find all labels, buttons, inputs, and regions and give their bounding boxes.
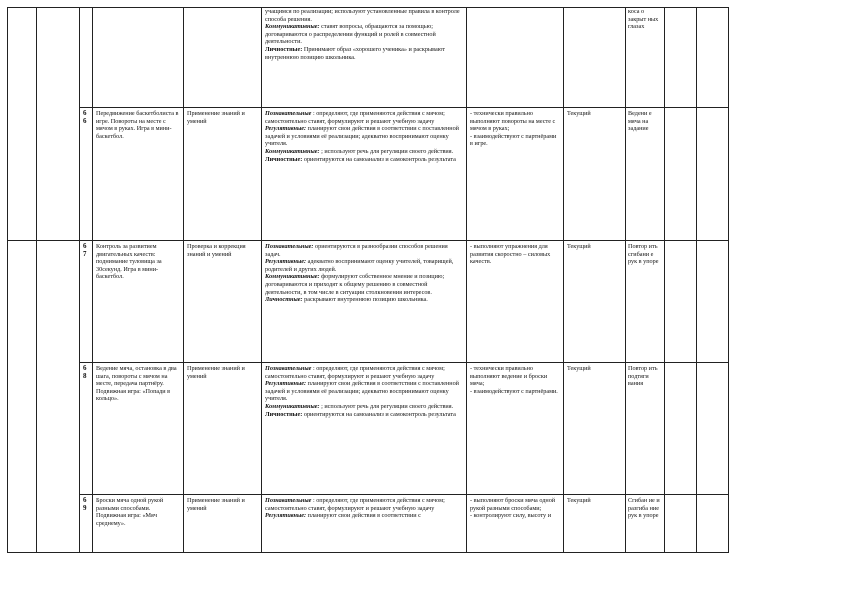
uud-label: Личностные:	[265, 155, 303, 163]
uud-label: Регулятивные:	[265, 258, 307, 266]
uud-label: Познавательные	[265, 497, 312, 504]
topic-cell: Броски мяча одной рукой разными способами. Подвижная игра: «Мяч среднему».	[96, 497, 164, 527]
uud-text: Принимают образ «хорошего ученика» и раскрывают внутреннюю позицию школьника.	[265, 45, 446, 61]
uud-text: планируют свои действия в соответствии с поставленной задачей и условиями её реализации; адекватно воспринимают оценку учителя.	[265, 125, 459, 148]
lesson-number: 6 9	[83, 497, 87, 512]
homework-cell: коса о закрыт ных глазах	[628, 8, 659, 31]
control-cell: Текущий	[567, 110, 591, 117]
uud-text: планируют свои действия в соответствии с поставленной задачей и условиями её реализации; адекватно воспринимают оценку учителя.	[265, 380, 459, 403]
uud-text: формулируют собственное мнение и позицию; договариваются и приходят к общему решению в совместной деятельности, в том числе в ситуации столкновения интересов.	[265, 273, 445, 296]
grid-line	[261, 7, 262, 552]
uud-label: Познавательные:	[265, 243, 314, 250]
grid-line	[183, 7, 184, 552]
grid-line	[563, 7, 564, 552]
topic-cell: Ведение мяча, остановка в два шага, повороты с мячом на месте, передача партнёру. Подвижная игра: «Попади в кольцо».	[96, 365, 177, 403]
uud-text: ; используют речь для регуляции своего действия.	[321, 402, 454, 410]
uud-label: Познавательные	[265, 365, 312, 372]
uud-text: учащимся по реализации; используют установленные правила в контроле способа решения.	[265, 8, 460, 23]
grid-line	[625, 7, 626, 552]
subject-results-cell: - выполняют упражнения для развития скоростно – силовых качеств.	[470, 243, 551, 266]
grid-line	[92, 7, 93, 552]
uud-text: ориентируются на самоанализ и самоконтроль результата	[303, 410, 456, 418]
uud-label: Личностные:	[265, 296, 303, 304]
grid-line	[7, 7, 8, 552]
uud-label: Личностные:	[265, 45, 303, 53]
uud-text: : определяют, где применяются действия с мячом; самостоятельно ставят, формулируют и решают учебную задачу	[265, 497, 445, 512]
topic-cell: Передвижение баскетболиста в игре. Повороты на месте с мячом в руках. Игра в мини-баскетбол.	[96, 110, 179, 140]
uud-text: адекватно воспринимают оценку учителей, товарищей, родителей и других людей.	[265, 258, 454, 273]
uud-text: ориентируются на самоанализ и самоконтроль результата	[303, 155, 456, 163]
grid-line	[728, 7, 729, 552]
lesson-number: 6 7	[83, 243, 87, 258]
lesson-number: 6 6	[83, 110, 87, 125]
uud-label: Коммуникативные:	[265, 273, 320, 281]
uud-text: планируют свои действия в соответствии с	[307, 512, 421, 520]
grid-line	[466, 7, 467, 552]
uud-label: Коммуникативные:	[265, 23, 320, 31]
homework-cell: Повтор ить сгибани е рук в упоре	[628, 243, 659, 266]
lesson-type-cell: Применение знаний и умений	[187, 365, 245, 380]
uud-cell	[265, 497, 463, 551]
lesson-type-cell: Применение знаний и умений	[187, 110, 245, 125]
uud-text: : определяют, где применяются действия с мячом; самостоятельно ставят, формулируют и решают учебную задачу	[265, 110, 445, 125]
uud-text: : определяют, где применяются действия с мячом; самостоятельно ставят, формулируют и решают учебную задачу	[265, 365, 445, 380]
lesson-type-cell: Проверка и коррекция знаний и умений	[187, 243, 246, 258]
uud-text: ; используют речь для регуляции своего действия.	[321, 147, 454, 155]
grid-line	[696, 7, 697, 552]
topic-cell: Контроль за развитием двигательных качеств: поднимание туловища за 30секунд. Игра в мини-баскетбол.	[96, 243, 162, 281]
uud-text: раскрывают внутреннюю позицию школьника.	[304, 296, 428, 304]
control-cell: Текущий	[567, 365, 591, 372]
lesson-number: 6 8	[83, 365, 87, 380]
grid-line	[79, 362, 729, 363]
grid-line	[7, 552, 729, 553]
grid-line	[79, 494, 729, 495]
control-cell: Текущий	[567, 497, 591, 504]
uud-label: Коммуникативные:	[265, 147, 320, 155]
lesson-type-cell: Применение знаний и умений	[187, 497, 245, 512]
homework-cell: Ведени е мяча на задание	[628, 110, 652, 133]
uud-text: ориентируются в разнообразии способов решения задач.	[265, 243, 448, 258]
grid-line	[7, 240, 729, 241]
uud-text: ставят вопросы, обращаются за помощью; договариваются о распределении функций и ролей в совместной деятельности.	[265, 23, 436, 46]
homework-cell: Сгибан ие и разгиба ние рук в упоре	[628, 497, 660, 520]
subject-results-cell: - технически правильно выполняют ведение и броски мяча; - взаимодействуют с партнёрами.	[470, 365, 558, 395]
subject-results-cell: - выполняют броски мяча одной рукой разными способами; - контролируют силу, высоту и	[470, 497, 556, 520]
uud-label: Регулятивные:	[265, 512, 307, 520]
uud-cell	[265, 110, 463, 238]
homework-cell: Повтор ить подтяги вания	[628, 365, 658, 388]
grid-line	[79, 7, 80, 552]
grid-line	[79, 107, 729, 108]
uud-label: Коммуникативные:	[265, 402, 320, 410]
uud-label: Регулятивные:	[265, 125, 307, 133]
control-cell: Текущий	[567, 243, 591, 250]
grid-line	[664, 7, 665, 552]
uud-cell	[265, 365, 463, 492]
subject-results-cell: - технически правильно выполняют повороты на месте с мячом в руках; - взаимодействуют с партнёрами в игре.	[470, 110, 557, 148]
uud-label: Регулятивные:	[265, 380, 307, 388]
grid-line	[36, 7, 37, 552]
uud-cell	[265, 8, 463, 106]
uud-label: Личностные:	[265, 410, 303, 418]
uud-cell	[265, 243, 463, 360]
uud-label: Познавательные	[265, 110, 312, 117]
